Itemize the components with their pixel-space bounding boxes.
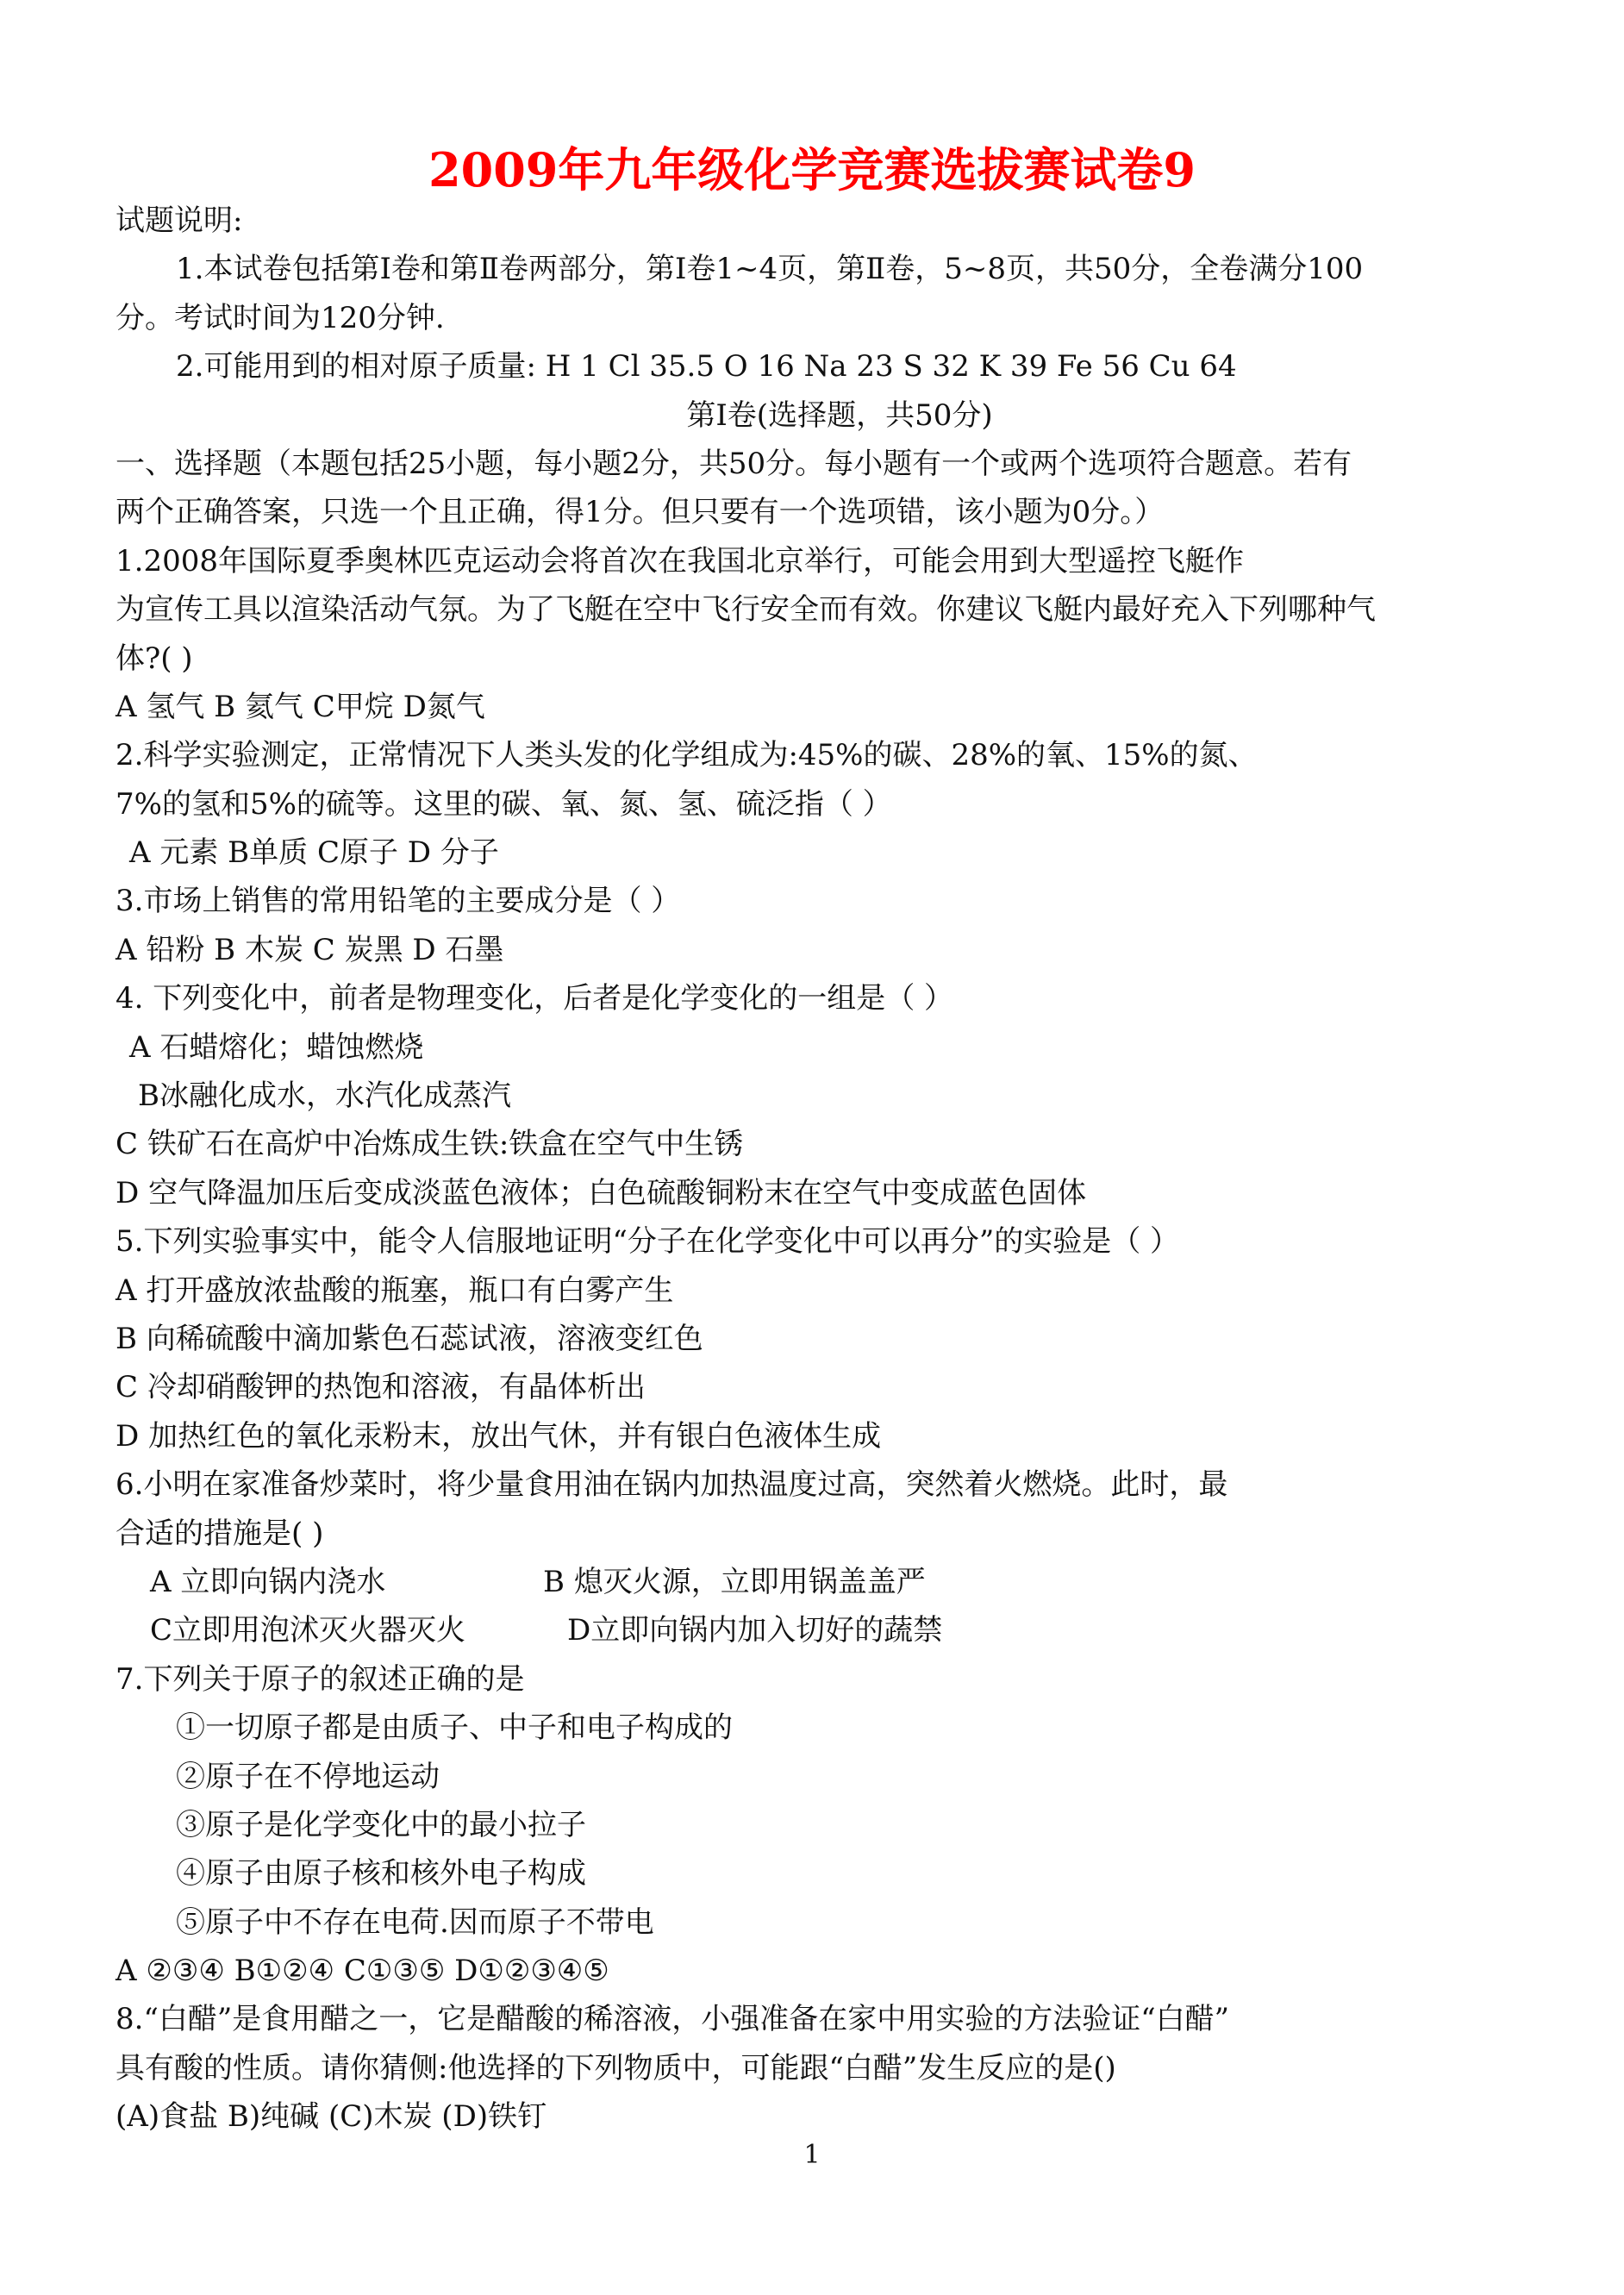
question-8-line-2: 具有酸的性质。请你猜侧:他选择的下列物质中，可能跟“白醋”发生反应的是()	[116, 2050, 1116, 2086]
question-2	[116, 731, 1564, 877]
question-4	[116, 974, 1564, 1217]
question-4-option-a: A 石蜡熔化；蜡蚀燃烧	[129, 1029, 424, 1065]
question-7-options: A ②③④ B①②④ C①③⑤ D①②③④⑤	[116, 1954, 609, 1989]
instructions-heading: 试题说明:	[116, 203, 243, 238]
question-8-line-1: 8.“白醋”是食用醋之一，它是醋酸的稀溶液，小强准备在家中用实验的方法验证“白醋”	[116, 2002, 1229, 2037]
question-6-options-row-1	[116, 1558, 1564, 1606]
exam-content	[116, 197, 1564, 2142]
question-7-line-1: 7.下列关于原子的叙述正确的是	[116, 1661, 525, 1697]
question-6	[116, 1460, 1564, 1655]
page-title: 2009年九年级化学竞赛选拔赛试卷9	[428, 142, 1196, 197]
question-7-statement-2: ②原子在不停地运动	[176, 1759, 440, 1794]
question-6-option-a: A 立即向锅内浇水	[150, 1564, 386, 1599]
question-5-option-a: A 打开盛放浓盐酸的瓶塞，瓶口有白雾产生	[116, 1273, 674, 1308]
question-7	[116, 1655, 1564, 1996]
question-5	[116, 1217, 1564, 1460]
question-6-line-2: 合适的措施是( )	[116, 1516, 324, 1551]
question-6-options-row-2	[116, 1606, 1564, 1654]
question-3-options: A 铅粉 B 木炭 C 炭黑 D 石墨	[116, 932, 504, 967]
question-4-option-b: B冰融化成水，水汽化成蒸汽	[138, 1079, 511, 1114]
question-6-option-b: B 熄灭火源，立即用锅盖盖严	[543, 1564, 926, 1599]
instruction-item-2: 2.可能用到的相对原子质量: H 1 Cl 35.5 O 16 Na 23 S 32 K 39 Fe 56 Cu 64	[176, 349, 1237, 385]
section-1-line-1: 一、选择题（本题包括25小题，每小题2分，共50分。每小题有一个或两个选项符合题意。若有	[116, 446, 1352, 481]
part-1-heading: 第Ⅰ卷(选择题，共50分)	[686, 397, 993, 433]
question-2-line-2: 7%的氢和5%的硫等。这里的碳、氧、氮、氢、硫泛指（ ）	[116, 786, 892, 822]
question-2-options: A 元素 B单质 C原子 D 分子	[129, 835, 499, 871]
question-6-line-1: 6.小明在家准备炒菜时，将少量食用油在锅内加热温度过高，突然着火燃烧。此时，最	[116, 1467, 1228, 1503]
question-4-line-1: 4. 下列变化中，前者是物理变化，后者是化学变化的一组是（ ）	[116, 981, 954, 1016]
question-7-statement-4: ④原子由原子核和核外电子构成	[176, 1856, 586, 1892]
instruction-item-1-line-1: 1.本试卷包括第Ⅰ卷和第Ⅱ卷两部分，第Ⅰ卷1~4页，第Ⅱ卷，5~8页，共50分，全卷满分100	[176, 252, 1364, 287]
question-6-option-c: C立即用泡沭灭火器灭火	[150, 1613, 466, 1648]
instruction-item-1-line-2: 分。考试时间为120分钟.	[116, 300, 445, 335]
question-3-line-1: 3.市场上销售的常用铅笔的主要成分是（ ）	[116, 884, 681, 919]
question-5-option-c: C 冷却硝酸钾的热饱和溶液，有晶体析出	[116, 1370, 646, 1405]
question-8-options: (A)食盐 B)纯碱 (C)木炭 (D)铁钉	[116, 2099, 547, 2135]
question-6-option-d: D立即向锅内加入切好的蔬禁	[567, 1613, 943, 1648]
section-1-line-2: 两个正确答案，只选一个且正确，得1分。但只要有一个选项错，该小题为0分。）	[116, 495, 1165, 530]
question-5-option-b: B 向稀硫酸中滴加紫色石蕊试液，溶液变红色	[116, 1321, 703, 1356]
question-5-line-1: 5.下列实验事实中，能令人信服地证明“分子在化学变化中可以再分”的实验是（ ）	[116, 1224, 1180, 1260]
page-number: 1	[803, 2140, 821, 2170]
question-7-statement-1: ①一切原子都是由质子、中子和电子构成的	[176, 1710, 733, 1746]
question-1-options: A 氢气 B 氦气 C甲烷 D氮气	[116, 689, 485, 724]
question-7-statement-3: ③原子是化学变化中的最小拉子	[176, 1807, 586, 1842]
question-1-line-3: 体?( )	[116, 641, 193, 676]
question-7-statement-5: ⑤原子中不存在电荷.因而原子不带电	[176, 1904, 654, 1940]
question-1-line-1: 1.2008年国际夏季奥林匹克运动会将首次在我国北京举行，可能会用到大型遥控飞艇作	[116, 543, 1244, 578]
question-2-line-1: 2.科学实验测定，正常情况下人类头发的化学组成为:45%的碳、28%的氧、15%的氮、	[116, 738, 1258, 773]
question-8	[116, 1995, 1564, 2141]
question-3	[116, 877, 1564, 974]
question-4-option-d: D 空气降温加压后变成淡蓝色液体；白色硫酸铜粉末在空气中变成蓝色固体	[116, 1175, 1087, 1210]
question-1-line-2: 为宣传工具以渲染活动气氛。为了飞艇在空中飞行安全而有效。你建议飞艇内最好充入下列哪种气	[116, 592, 1376, 628]
question-5-option-d: D 加热红色的氧化汞粉末，放出气休，并有银白色液体生成	[116, 1418, 882, 1454]
question-4-option-c: C 铁矿石在高炉中冶炼成生铁:铁盒在空气中生锈	[116, 1127, 744, 1162]
question-1	[116, 537, 1564, 732]
